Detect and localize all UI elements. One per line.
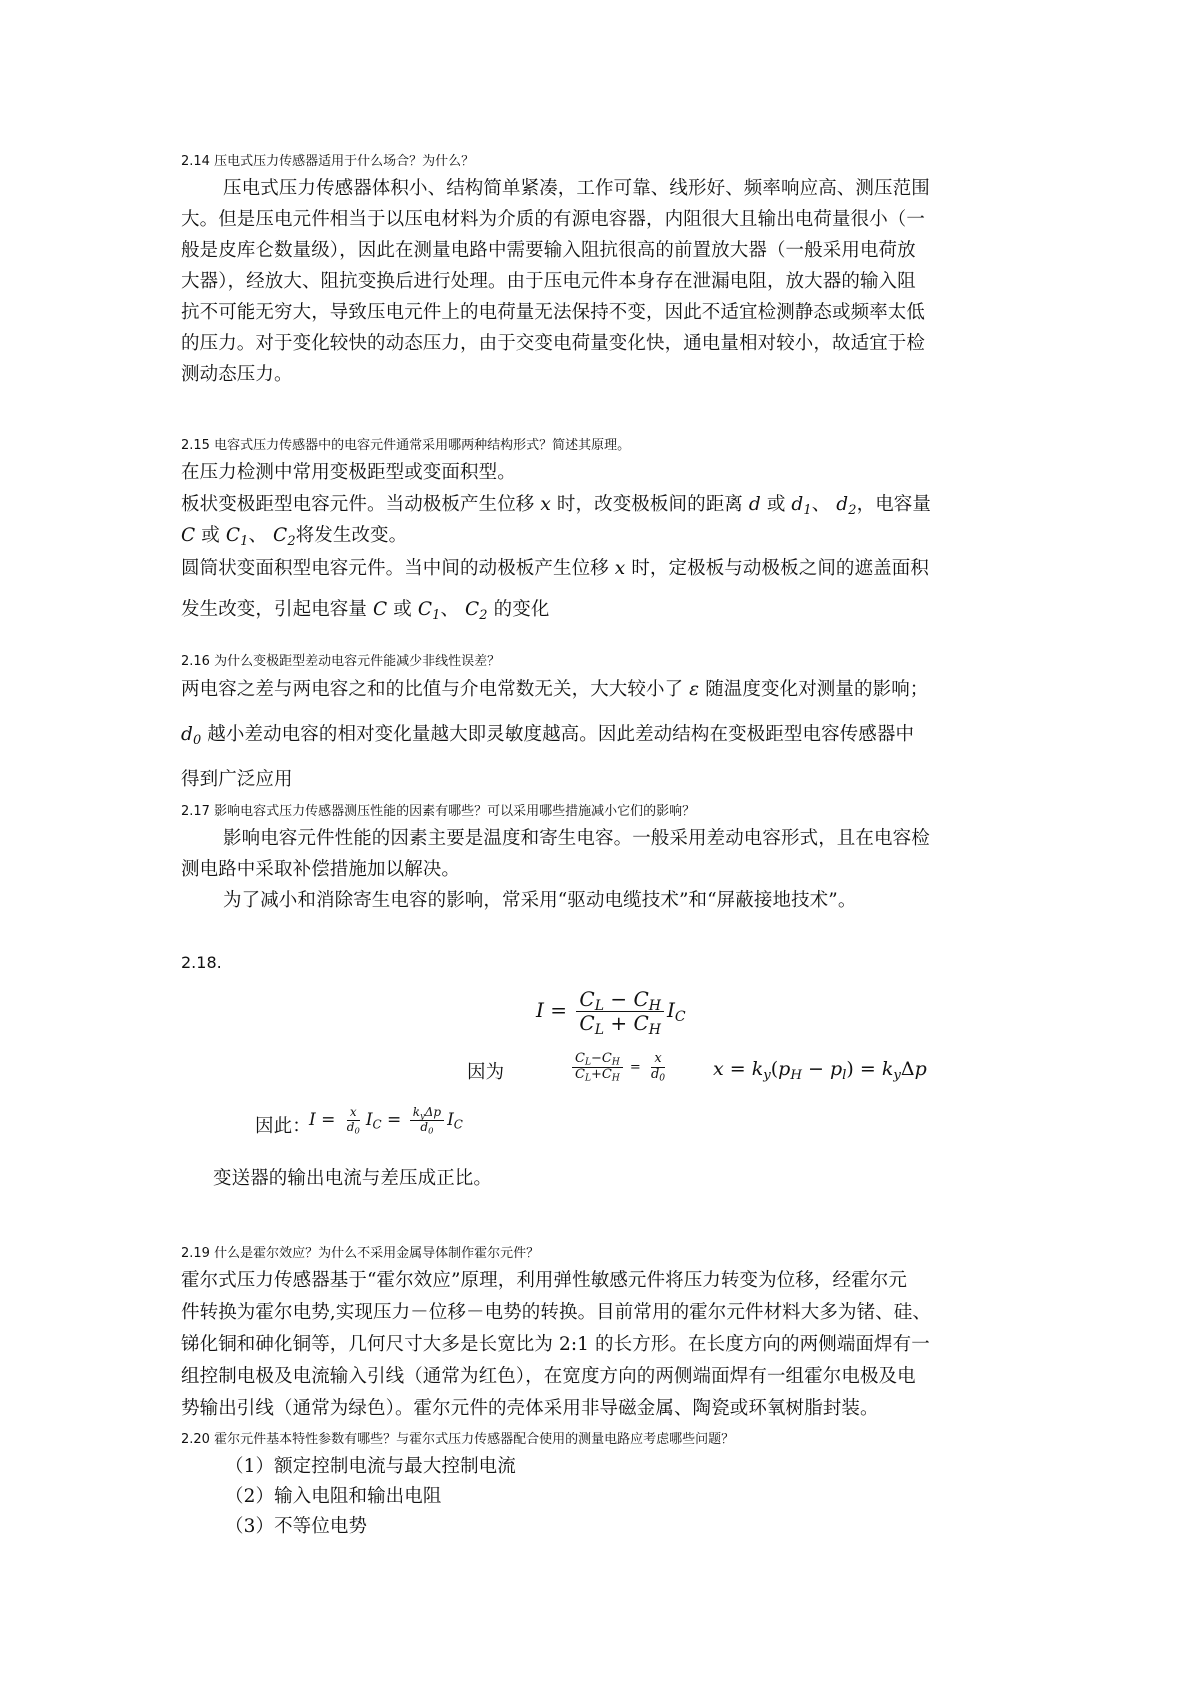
formula-displacement: $x = k_y(p_H - p_l) = k_y\Delta p$ bbox=[713, 1058, 927, 1083]
q214-line-1: 压电式压力传感器体积小、结构简单紧凑，工作可靠、线形好、频率响应高、测压范围 bbox=[223, 178, 930, 199]
q214-line-6: 的压力。对于变化较快的动态压力，由于交变电荷量变化快，通电量相对较小，故适宜于检 bbox=[181, 333, 926, 354]
q215-line-3: C 或 $C_1$、 $C_2$将发生改变。 bbox=[181, 525, 408, 549]
q216-line-3: 得到广泛应用 bbox=[181, 769, 293, 790]
q214-line-4: 大器），经放大、阻抗变换后进行处理。由于压电元件本身存在泄漏电阻，放大器的输入阻 bbox=[181, 271, 916, 292]
q219-line-5: 势输出引线（通常为绿色）。霍尔元件的壳体采用非导磁金属、陶瓷或环氧树脂封装。 bbox=[181, 1398, 879, 1419]
because-label: 因为 bbox=[467, 1062, 505, 1083]
q215-line-2: 板状变极距型电容元件。当动极板产生位移 x 时，改变极板间的距离 d 或 $d_1$、 $d_2$，电容量 bbox=[181, 494, 932, 518]
question-2-16-title: 2.16 为什么变极距型差动电容元件能减少非线性误差？ bbox=[181, 654, 501, 669]
question-2-18-title: 2.18. bbox=[181, 953, 222, 972]
q215-line-1: 在压力检测中常用变极距型或变面积型。 bbox=[181, 462, 516, 483]
q219-line-2: 件转换为霍尔电势,实现压力－位移－电势的转换。目前常用的霍尔元件材料大多为锗、硅、 bbox=[181, 1302, 931, 1323]
q216-line-2: $d_0$ 越小差动电容的相对变化量越大即灵敏度越高。因此差动结构在变极距型电容传感器中 bbox=[181, 724, 915, 748]
q214-line-2: 大。但是压电元件相当于以压电材料为介质的有源电容器，内阻很大且输出电荷量很小（一 bbox=[181, 209, 926, 230]
q214-line-3: 般是皮库仑数量级），因此在测量电路中需要输入阻抗很高的前置放大器（一般采用电荷放 bbox=[181, 240, 916, 261]
q220-item-2: （2）输入电阻和输出电阻 bbox=[225, 1486, 442, 1507]
q217-para2: 为了减小和消除寄生电容的影响，常采用“驱动电缆技术”和“屏蔽接地技术”。 bbox=[223, 890, 857, 911]
question-2-19-title: 2.19 什么是霍尔效应？为什么不采用金属导体制作霍尔元件？ bbox=[181, 1246, 540, 1261]
q217-para1-line2: 测电路中采取补偿措施加以解决。 bbox=[181, 859, 461, 880]
q220-item-3: （3）不等位电势 bbox=[225, 1516, 368, 1537]
q214-line-7: 测动态压力。 bbox=[181, 364, 293, 385]
q219-line-4: 组控制电极及电流输入引线（通常为红色），在宽度方向的两侧端面焊有一组霍尔电极及电 bbox=[181, 1366, 916, 1387]
q218-conclusion: 变送器的输出电流与差压成正比。 bbox=[213, 1168, 493, 1189]
q217-para1-line1: 影响电容元件性能的因素主要是温度和寄生电容。一般采用差动电容形式，且在电容检 bbox=[223, 828, 930, 849]
q214-line-5: 抗不可能无穷大，导致压电元件上的电荷量无法保持不变，因此不适宜检测静态或频率太低 bbox=[181, 302, 926, 323]
q220-item-1: （1）额定控制电流与最大控制电流 bbox=[225, 1456, 516, 1477]
q219-line-3: 锑化铜和砷化铜等，几何尺寸大多是长宽比为 2:1 的长方形。在长度方向的两侧端面焊有一 bbox=[181, 1334, 930, 1355]
question-2-17-title: 2.17 影响电容式压力传感器测压性能的因素有哪些？可以采用哪些措施减小它们的影响？ bbox=[181, 804, 696, 819]
q219-line-1: 霍尔式压力传感器基于“霍尔效应”原理，利用弹性敏感元件将压力转变为位移，经霍尔元 bbox=[181, 1270, 907, 1291]
q215-line-5: 发生改变，引起电容量 C 或 $C_1$、 $C_2$ 的变化 bbox=[181, 599, 550, 623]
q216-line-1: 两电容之差与两电容之和的比值与介电常数无关，大大较小了 ε 随温度变化对测量的影响； bbox=[181, 679, 929, 700]
question-2-15-title: 2.15 电容式压力传感器中的电容元件通常采用哪两种结构形式？简述其原理。 bbox=[181, 438, 631, 453]
question-2-14-title: 2.14 压电式压力传感器适用于什么场合？为什么？ bbox=[181, 154, 475, 169]
q215-line-4: 圆筒状变面积型电容元件。当中间的动极板产生位移 x 时，定极板与动极板之间的遮盖面积 bbox=[181, 558, 929, 579]
formula-current: I = $\frac{C_L - C_H}{C_L + C_H}$ $I_C$ bbox=[536, 987, 686, 1039]
formula-result: I = $\frac{x}{d_0}$ $I_C$ = $\frac{k_y\Delta p}{d_0}$ $I_C$ bbox=[309, 1105, 463, 1136]
formula-ratio: $\frac{C_L-C_H}{C_L+C_H}$ = $\frac{x}{d_0}$ bbox=[569, 1052, 671, 1083]
question-2-20-title: 2.20 霍尔元件基本特性参数有哪些？与霍尔式压力传感器配合使用的测量电路应考虑哪些问题？ bbox=[181, 1432, 735, 1447]
therefore-label: 因此： bbox=[255, 1116, 311, 1137]
